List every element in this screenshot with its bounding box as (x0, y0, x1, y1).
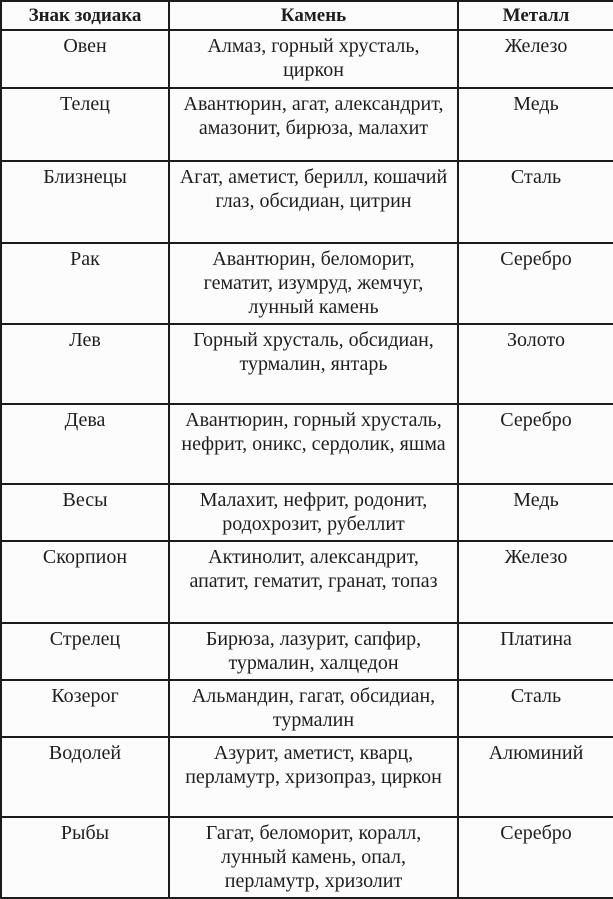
stones-cell: Авантюрин, агат, александрит, амазонит, бирюза, малахит (169, 88, 458, 161)
zodiac-sign-cell: Дева (1, 404, 169, 484)
table-row (1, 88, 613, 161)
header-row (1, 1, 613, 30)
table-row (1, 541, 613, 623)
zodiac-sign-cell: Скорпион (1, 541, 169, 623)
stones-cell: Альмандин, гагат, обсидиан, турмалин (169, 680, 458, 737)
stones-cell: Бирюза, лазурит, сапфир, турмалин, халцедон (169, 623, 458, 680)
metal-cell: Железо (458, 30, 613, 88)
table-row (1, 243, 613, 324)
metal-cell: Серебро (458, 243, 613, 324)
table-row (1, 817, 613, 898)
metal-cell: Золото (458, 324, 613, 404)
stones-cell: Актинолит, александрит, апатит, гематит, гранат, топаз (169, 541, 458, 623)
stones-cell: Малахит, нефрит, родонит, родохрозит, рубеллит (169, 484, 458, 541)
table-row (1, 623, 613, 680)
table-row (1, 161, 613, 243)
stones-cell: Горный хрусталь, обсидиан, турмалин, янтарь (169, 324, 458, 404)
header-metal: Металл (458, 1, 613, 30)
table-row (1, 680, 613, 737)
table-row (1, 324, 613, 404)
stones-cell: Агат, аметист, берилл, кошачий глаз, обсидиан, цитрин (169, 161, 458, 243)
zodiac-sign-cell: Рак (1, 243, 169, 324)
stones-cell: Азурит, аметист, кварц, перламутр, хризопраз, циркон (169, 737, 458, 817)
table-row (1, 30, 613, 88)
stones-cell: Авантюрин, горный хрусталь, нефрит, оникс, сердолик, яшма (169, 404, 458, 484)
stones-cell: Авантюрин, беломорит, гематит, изумруд, жемчуг, лунный камень (169, 243, 458, 324)
metal-cell: Алюминий (458, 737, 613, 817)
stones-cell: Алмаз, горный хрусталь, циркон (169, 30, 458, 88)
zodiac-sign-cell: Близнецы (1, 161, 169, 243)
zodiac-sign-cell: Рыбы (1, 817, 169, 898)
metal-cell: Медь (458, 484, 613, 541)
zodiac-sign-cell: Козерог (1, 680, 169, 737)
table-row (1, 484, 613, 541)
metal-cell: Платина (458, 623, 613, 680)
metal-cell: Серебро (458, 817, 613, 898)
zodiac-sign-cell: Весы (1, 484, 169, 541)
stones-cell: Гагат, беломорит, коралл, лунный камень, опал, перламутр, хризолит (169, 817, 458, 898)
metal-cell: Сталь (458, 161, 613, 243)
metal-cell: Железо (458, 541, 613, 623)
zodiac-sign-cell: Водолей (1, 737, 169, 817)
zodiac-sign-cell: Овен (1, 30, 169, 88)
metal-cell: Медь (458, 88, 613, 161)
table-row (1, 404, 613, 484)
header-zodiac-sign: Знак зодиака (1, 1, 169, 30)
metal-cell: Сталь (458, 680, 613, 737)
zodiac-sign-cell: Лев (1, 324, 169, 404)
metal-cell: Серебро (458, 404, 613, 484)
zodiac-sign-cell: Телец (1, 88, 169, 161)
zodiac-sign-cell: Стрелец (1, 623, 169, 680)
table-row (1, 737, 613, 817)
header-stone: Камень (169, 1, 458, 30)
